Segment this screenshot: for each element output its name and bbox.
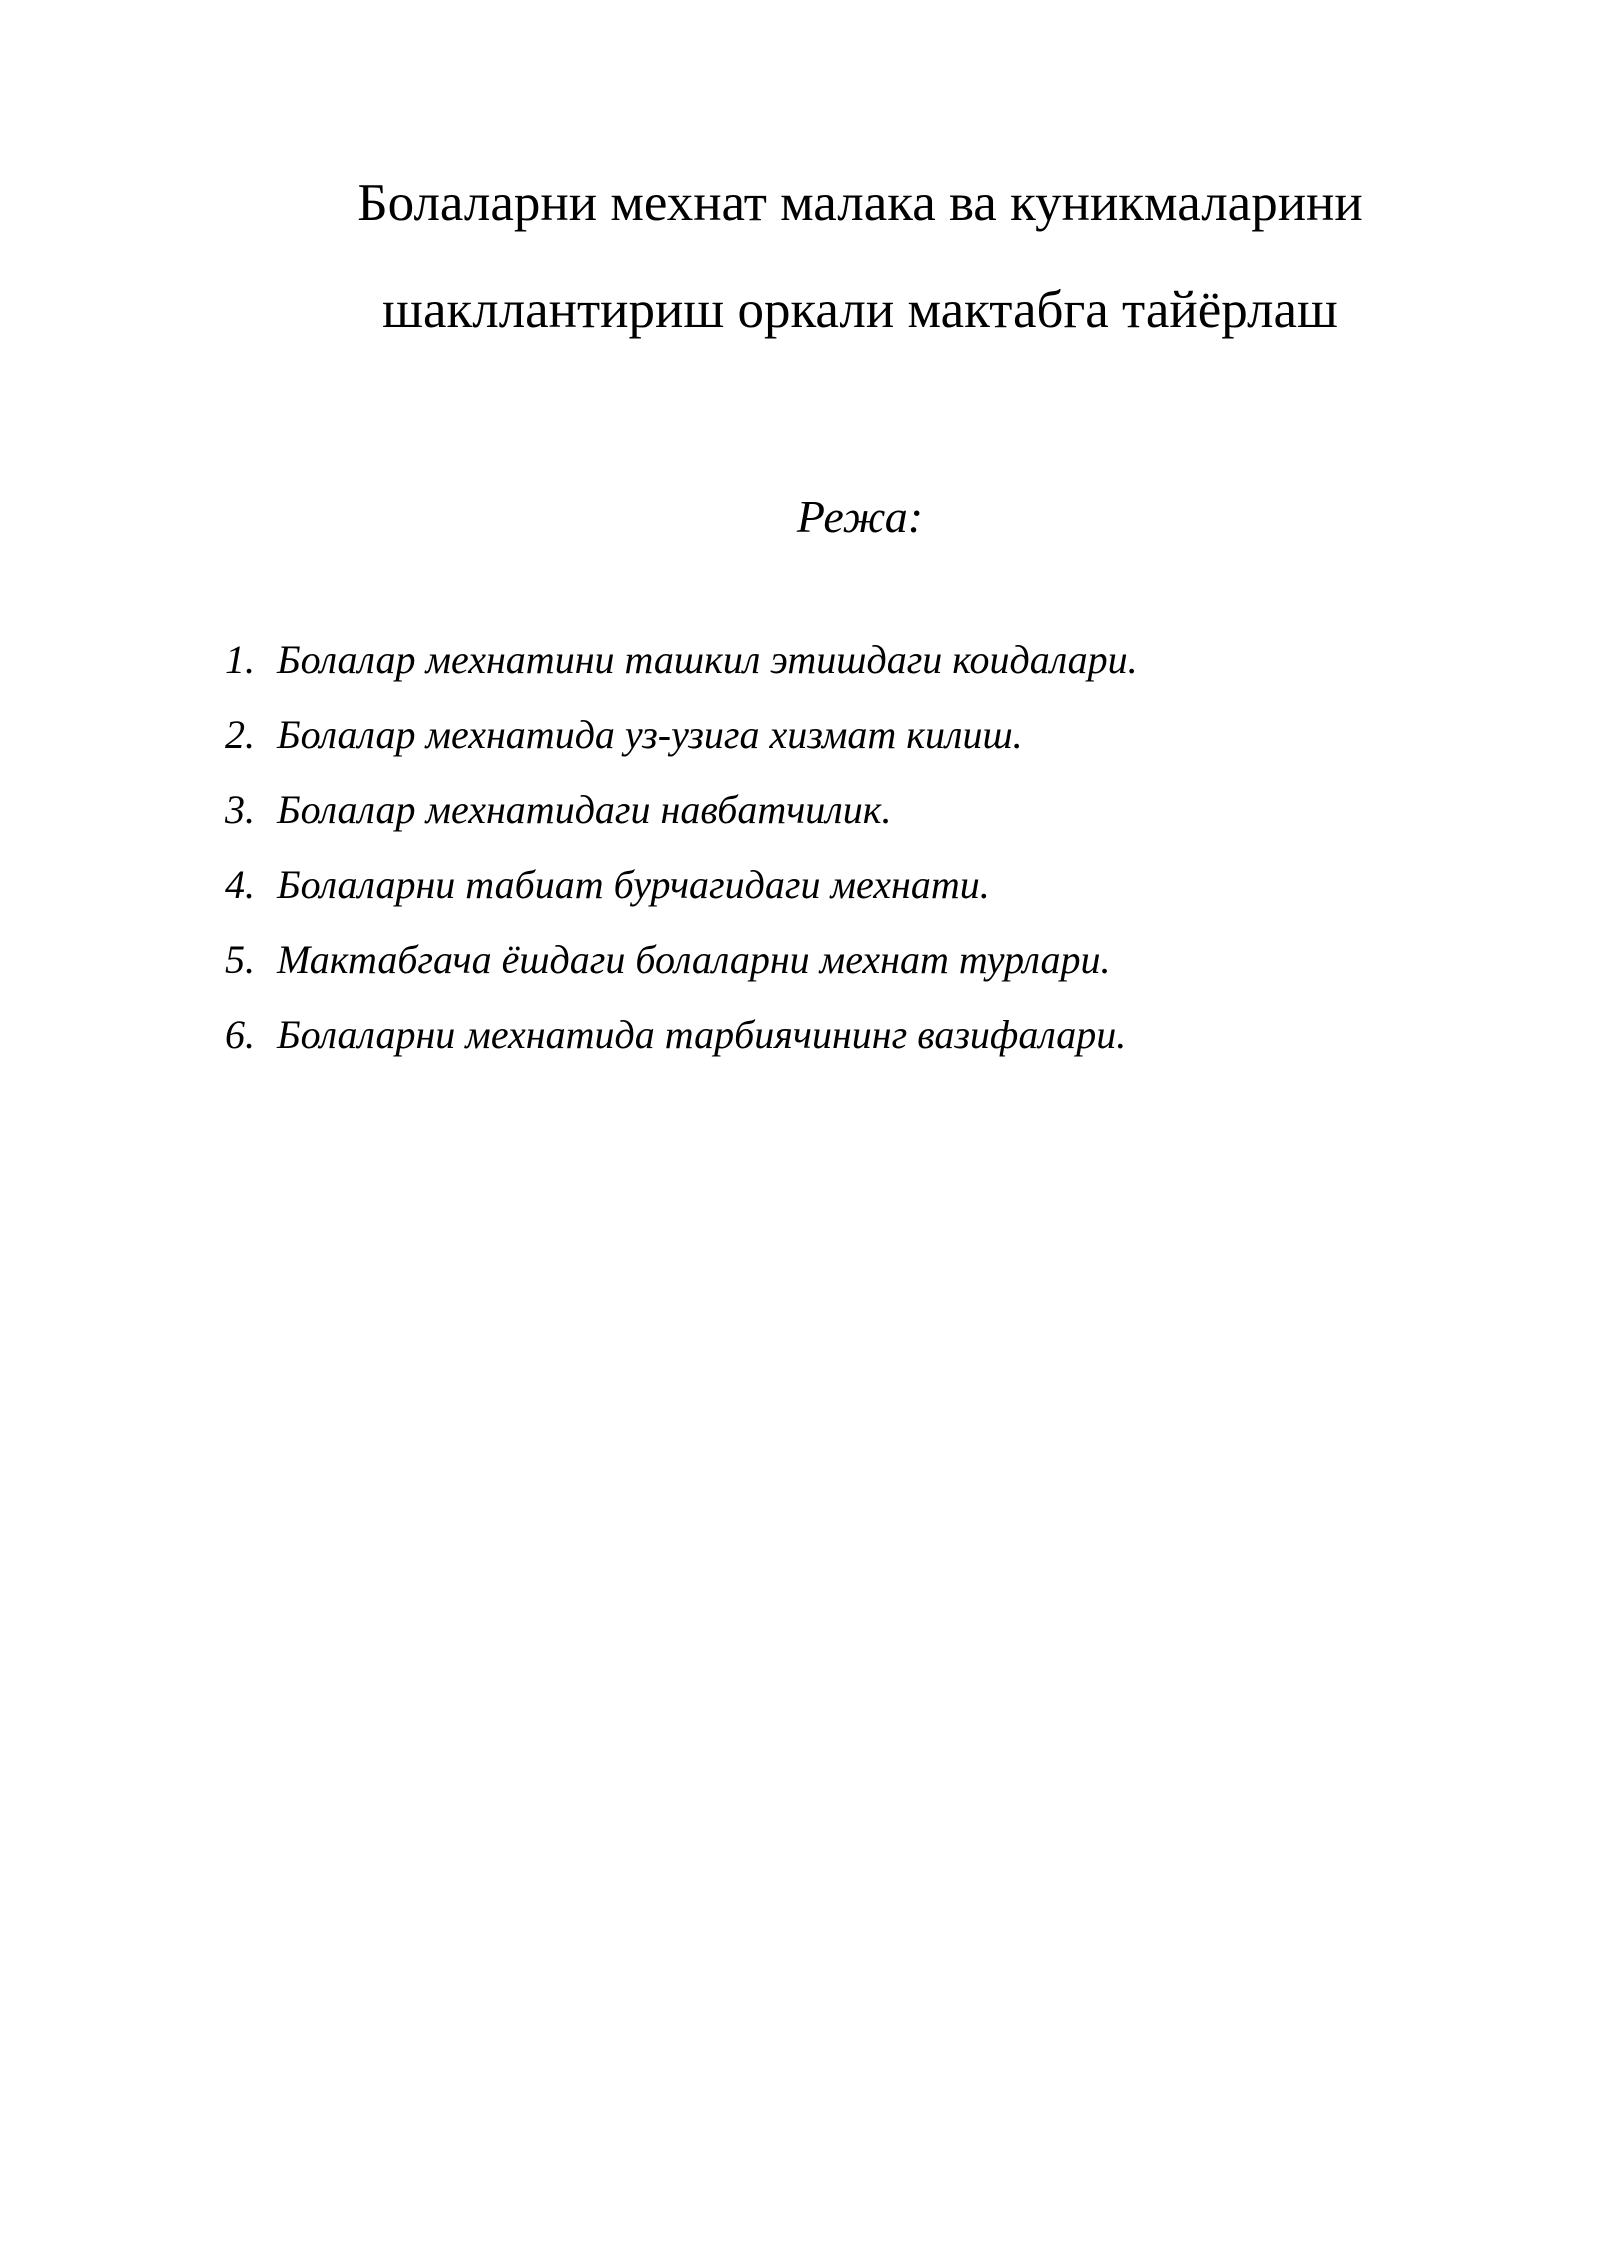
list-item-text: Болалар мехнатини ташкил этишдаги коидалари. [277, 637, 1138, 682]
list-item-number: 5. [225, 937, 255, 982]
list-item-number: 1. [225, 637, 255, 682]
list-item [225, 847, 1425, 922]
list-item [225, 922, 1425, 997]
list-item [225, 772, 1425, 847]
list-item-number: 6. [225, 1012, 255, 1057]
list-item-text: Болаларни мехнатида тарбиячининг вазифалари. [277, 1012, 1127, 1057]
list-item-text: Болаларни табиат бурчагидаги мехнати. [277, 862, 990, 907]
title-line-1: Болаларни мехнат малака ва куникмаларини [357, 174, 1363, 232]
list-item [225, 622, 1425, 697]
list-item [225, 697, 1425, 772]
plan-heading: Режа: [796, 491, 924, 542]
list-item-number: 2. [225, 712, 255, 757]
list-item-number: 3. [225, 787, 255, 832]
list-item-text: Болалар мехнатида уз-узига хизмат килиш. [277, 712, 1023, 757]
list-item-number: 4. [225, 862, 255, 907]
list-item-text: Мактабгача ёшдаги болаларни мехнат турлари. [277, 937, 1111, 982]
plan-list [225, 622, 1425, 1072]
list-item [225, 997, 1425, 1072]
document-title [225, 150, 1495, 364]
title-line-2: шакллантириш оркали мактабга тайёрлаш [382, 281, 1338, 339]
list-item-text: Болалар мехнатидаги навбатчилик. [277, 787, 892, 832]
